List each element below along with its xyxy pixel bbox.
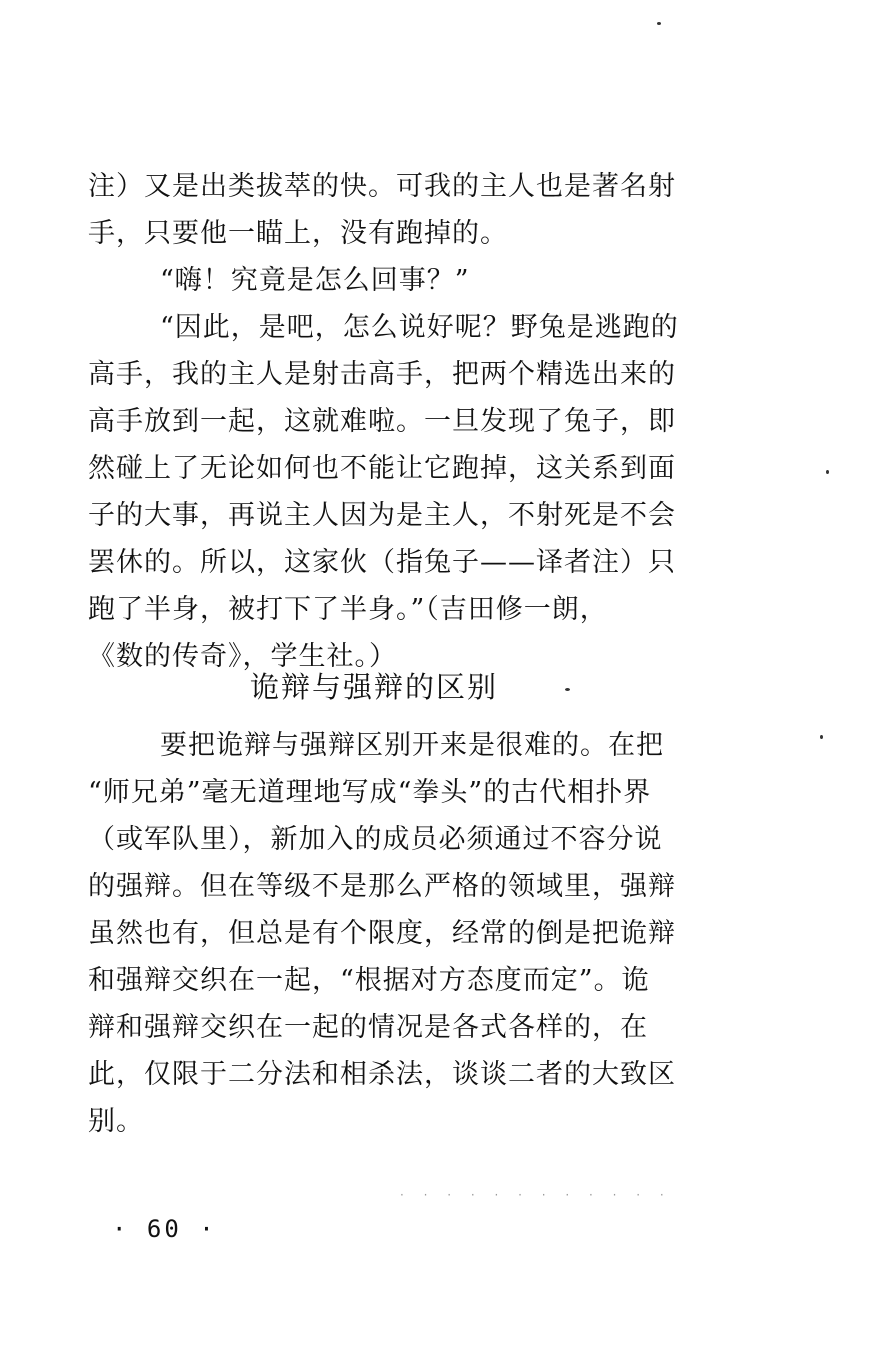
text-line: 注）又是出类拔萃的快。可我的主人也是著名射 [88, 171, 676, 202]
page-number: · 60 · [112, 1215, 217, 1243]
scan-speck [820, 735, 823, 739]
text-line: “嗨！究竟是怎么回事？” [160, 265, 470, 296]
text-line: 手，只要他一瞄上，没有跑掉的。 [88, 218, 508, 249]
scan-speck [826, 470, 829, 474]
text-line: 然碰上了无论如何也不能让它跑掉，这关系到面 [88, 453, 676, 484]
section-heading: 诡辩与强辩的区别 [250, 670, 499, 704]
text-line: 《数的传奇》，学生社。） [88, 641, 397, 672]
text-line: 辩和强辩交织在一起的情况是各式各样的，在 [88, 1012, 648, 1043]
scan-speck [657, 22, 661, 25]
text-line: “师兄弟”毫无道理地写成“拳头”的古代相扑界 [88, 777, 652, 808]
scan-speck [565, 688, 570, 691]
text-line: “因此，是吧，怎么说好呢？野兔是逃跑的 [160, 312, 679, 343]
scan-noise-dots: · · · · · · · · · · · · [400, 1188, 672, 1202]
text-line: 虽然也有，但总是有个限度，经常的倒是把诡辩 [88, 918, 676, 949]
text-line: 要把诡辩与强辩区别开来是很难的。在把 [160, 730, 664, 761]
text-line: 跑了半身，被打下了半身。”（吉田修一朗， [88, 594, 608, 625]
text-line: 的强辩。但在等级不是那么严格的领域里，强辩 [88, 871, 676, 902]
text-line: 罢休的。所以，这家伙（指兔子——译者注）只 [88, 547, 676, 578]
text-line: 此，仅限于二分法和相杀法，谈谈二者的大致区 [88, 1059, 676, 1090]
text-line: 高手放到一起，这就难啦。一旦发现了兔子，即 [88, 406, 676, 437]
text-line: 和强辩交织在一起，“根据对方态度而定”。诡 [88, 965, 650, 996]
body-text-bottom [88, 722, 688, 1145]
body-text-top [88, 163, 688, 680]
text-line: （或军队里），新加入的成员必须通过不容分说 [88, 824, 663, 855]
text-line: 子的大事，再说主人因为是主人，不射死是不会 [88, 500, 676, 531]
text-line: 高手，我的主人是射击高手，把两个精选出来的 [88, 359, 676, 390]
text-line: 别。 [88, 1106, 144, 1137]
